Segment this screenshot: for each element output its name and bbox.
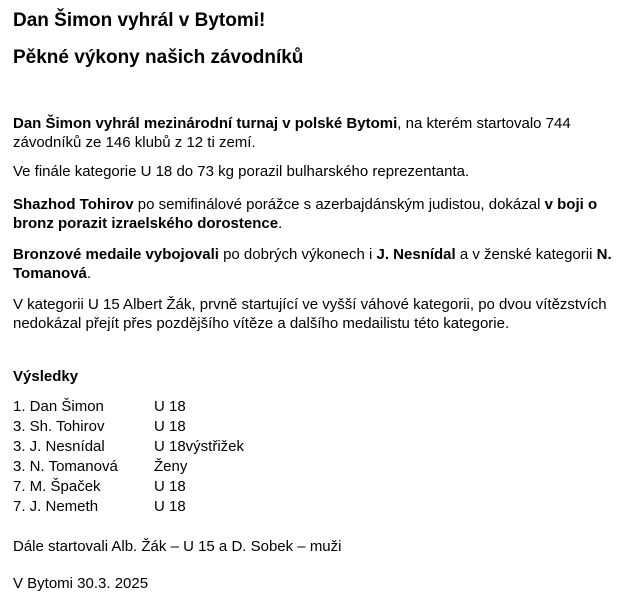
results-name: 7. J. Nemeth	[13, 498, 99, 515]
results-category: U 18	[154, 498, 186, 515]
tohirov-end: .	[278, 215, 283, 232]
bronze-end: .	[86, 265, 92, 282]
results-row	[13, 397, 244, 417]
tohirov-name: Shazhod Tohirov	[13, 196, 134, 213]
paragraph-bronze	[13, 245, 613, 283]
bronze-text-1: po dobrých výkonech i	[218, 246, 377, 263]
results-heading: Výsledky	[13, 368, 79, 385]
results-row	[13, 457, 244, 477]
results-row	[13, 437, 244, 457]
paragraph-tohirov	[13, 195, 613, 233]
tohirov-highlight: v boji o bronz porazit izraelského dorostence	[13, 196, 598, 232]
article-subtitle: Pěkné výkony našich závodníků	[13, 47, 304, 68]
paragraph-intro	[13, 114, 613, 152]
intro-text: , na kterém startovalo 744 závodníků ze 146 klubů z 12 ti zemí.	[13, 115, 571, 151]
results-name: 1. Dan Šimon	[13, 398, 104, 415]
other-starters: Dále startovali Alb. Žák – U 15 a D. Sobek – muži	[13, 538, 342, 555]
bronze-text-2: a v ženské kategorii	[455, 246, 597, 263]
paragraph-zak: V kategorii U 15 Albert Žák, prvně startující ve vyšší váhové kategorii, po dvou vítězstvích nedokázal přejít přes pozdějšího vítěze a dalšího medailistu této kategorie.	[13, 296, 607, 332]
bronze-name-tomanova: N. Tomanová	[13, 246, 612, 282]
results-row	[13, 417, 244, 437]
results-category: U 18	[154, 398, 186, 415]
paragraph-final: Ve finále kategorie U 18 do 73 kg porazil bulharského reprezentanta.	[13, 163, 470, 180]
tohirov-text: po semifinálové porážce s azerbajdánským judistou, dokázal	[133, 196, 545, 213]
results-name: 3. Sh. Tohirov	[13, 418, 105, 435]
dateline: V Bytomi 30.3. 2025	[13, 575, 149, 592]
intro-highlight: Dan Šimon vyhrál mezinárodní turnaj v polské Bytomi	[13, 115, 398, 132]
results-row	[13, 497, 244, 517]
results-row	[13, 477, 244, 497]
results-category: U 18	[154, 478, 186, 495]
results-category: U 18	[154, 418, 186, 435]
results-category: U 18výstřižek	[154, 438, 245, 455]
results-name: 7. M. Špaček	[13, 478, 101, 495]
results-name: 3. N. Tomanová	[13, 458, 118, 475]
bronze-name-nesnidal: J. Nesnídal	[376, 246, 456, 263]
results-name: 3. J. Nesnídal	[13, 438, 105, 455]
results-category: Ženy	[154, 458, 188, 475]
article-title: Dan Šimon vyhrál v Bytomi!	[13, 10, 266, 31]
results-list	[13, 397, 244, 517]
bronze-highlight: Bronzové medaile vybojovali	[13, 246, 219, 263]
